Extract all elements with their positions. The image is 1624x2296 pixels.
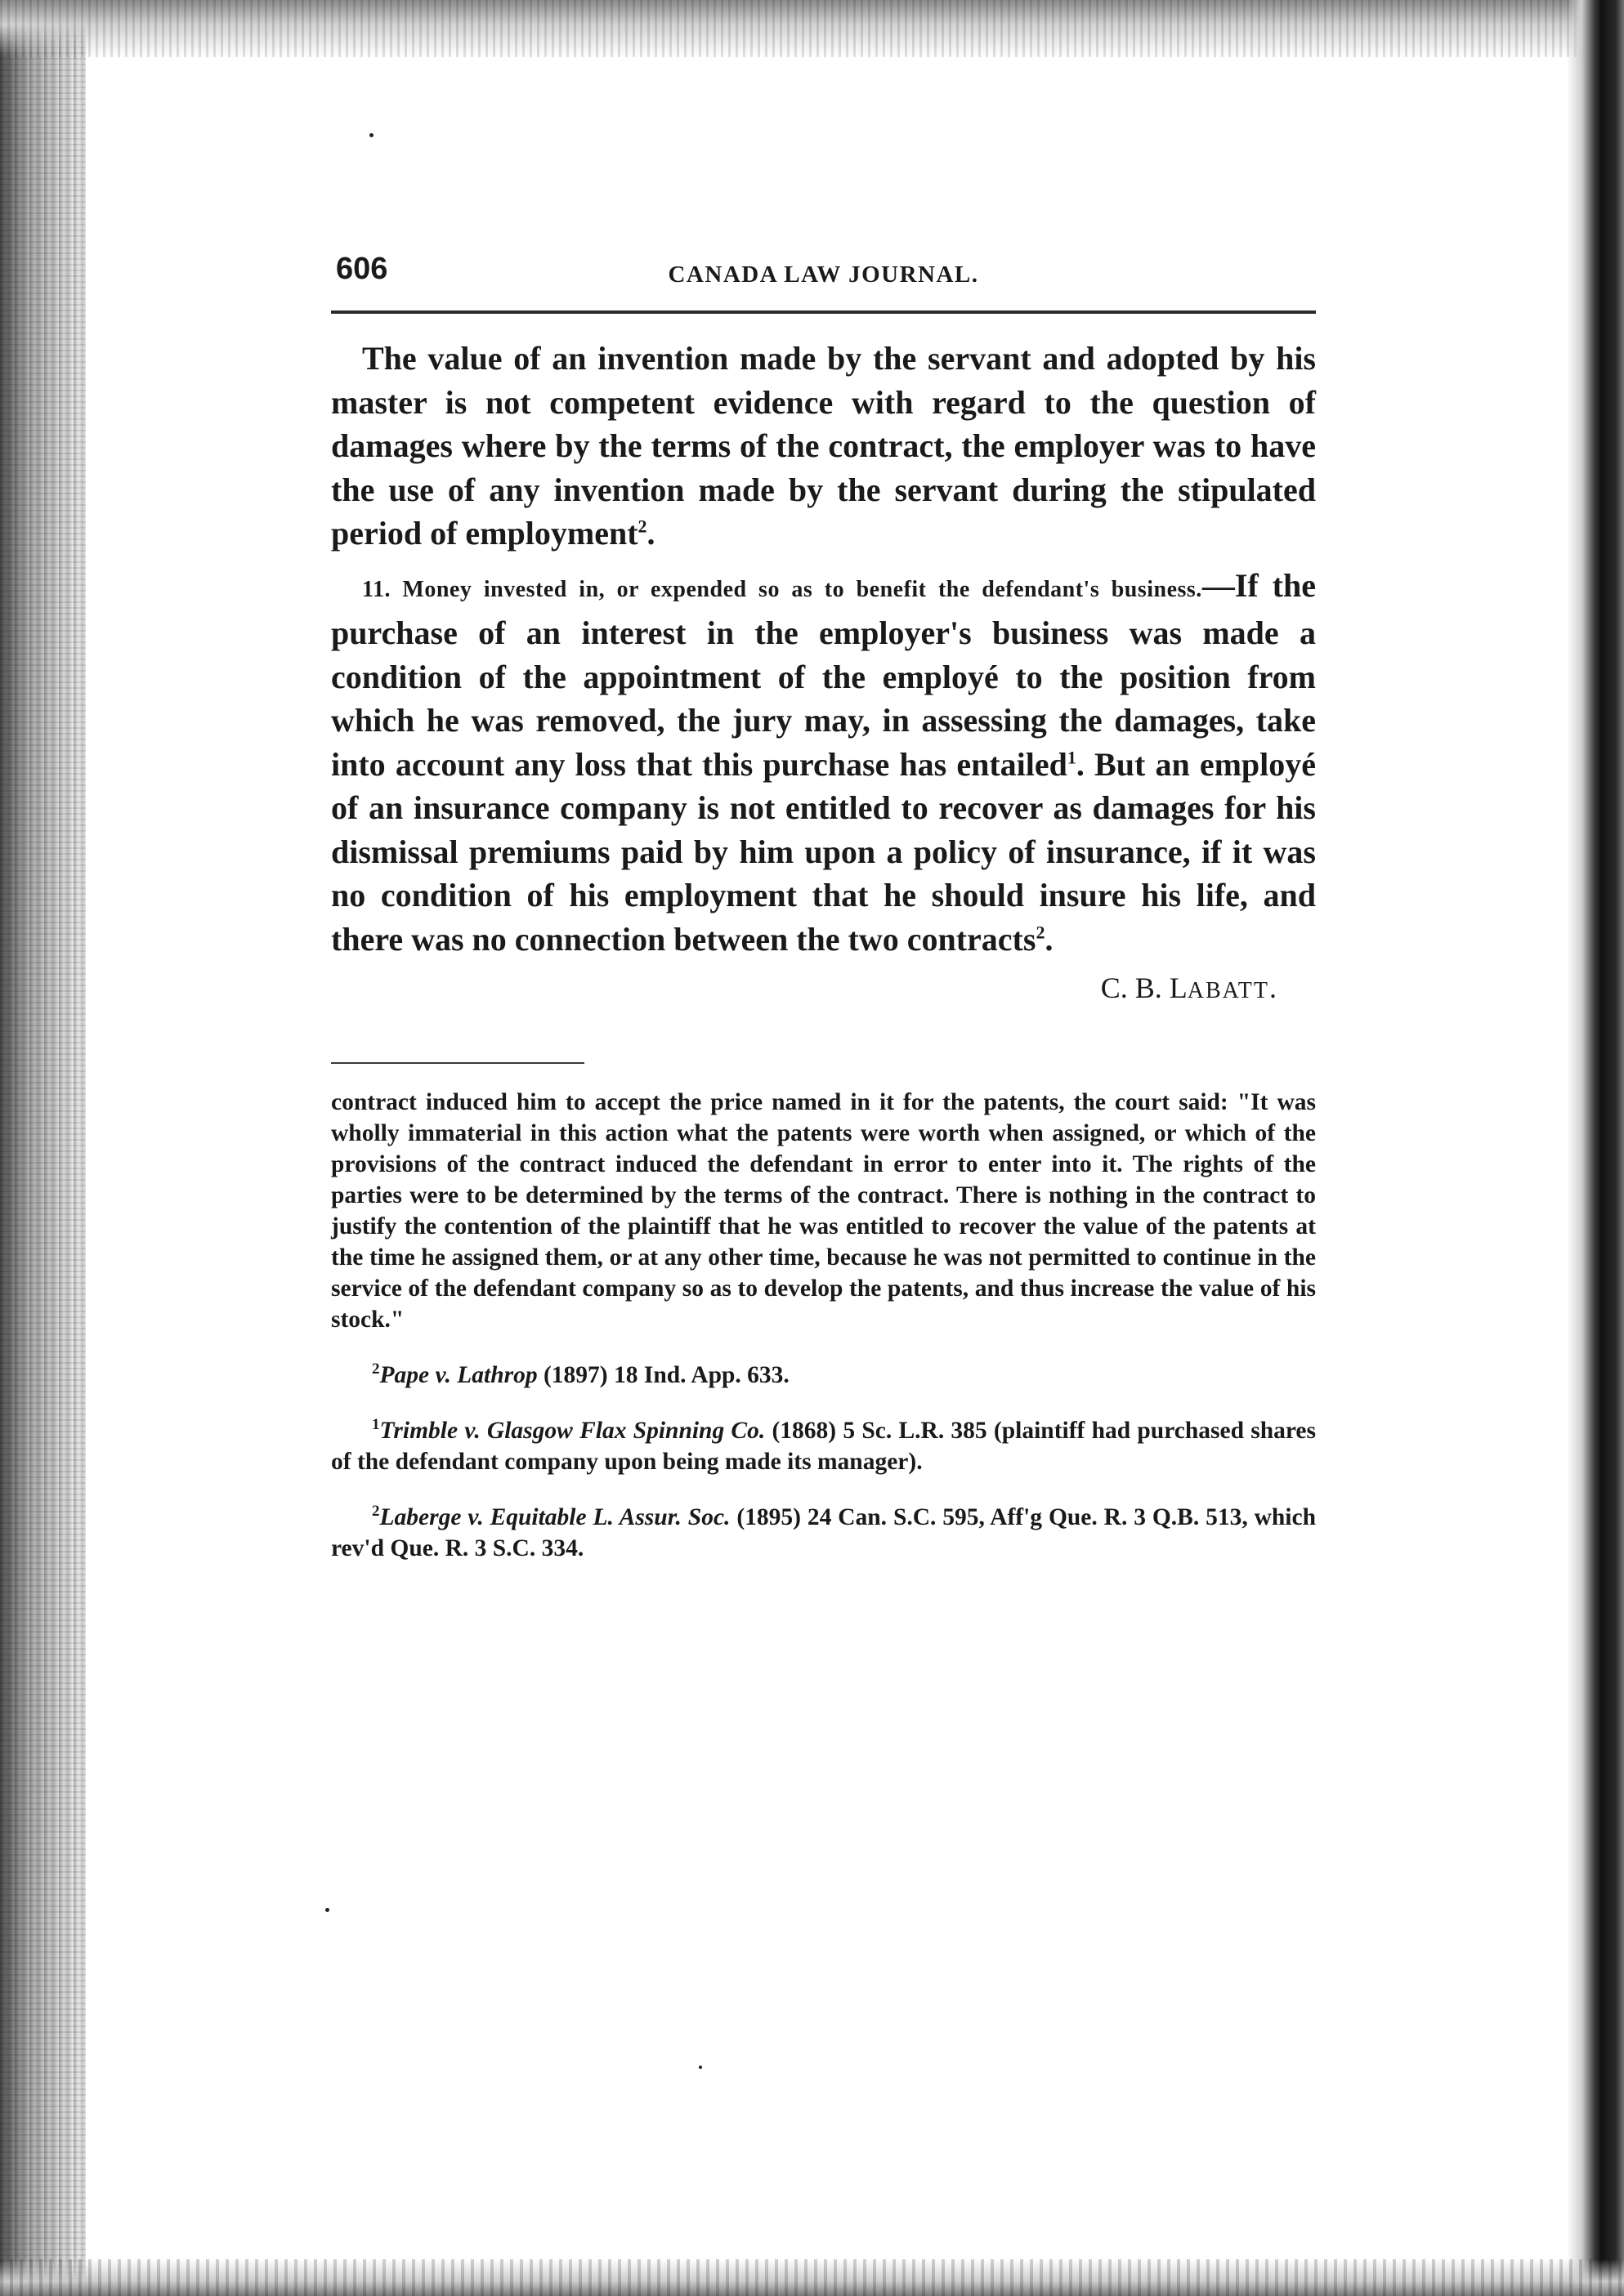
signature-initials: C. B. L xyxy=(1100,972,1188,1004)
scan-top-edge xyxy=(0,0,1624,57)
footnote-mark: 2 xyxy=(372,1360,380,1378)
speck xyxy=(325,1908,329,1912)
paragraph-text: If the purchase of an interest in the employer's business was made a condition of the appointment of the employé to the position from which he was removed, the jury may, in assessing the damages, take into account any loss that this purchase has entailed xyxy=(331,566,1316,783)
scan-bottom-edge xyxy=(0,2259,1624,2296)
section-heading: 11. Money invested in, or expended so as to benefit the defendant's business. xyxy=(362,576,1202,602)
paragraph-invention-value xyxy=(331,337,1316,556)
running-head: CANADA LAW JOURNAL. xyxy=(668,261,979,288)
paragraph-text: The value of an invention made by the servant and adopted by his master is not competent evidence with regard to the question of damages where by the terms of the contract, the employer was to have the use of any invention made by the servant during the stipulated period of employment xyxy=(331,340,1316,552)
footnote-laberge-v-equitable xyxy=(331,1502,1316,1564)
footnote-rule xyxy=(331,1062,584,1064)
case-name: Trimble v. Glasgow Flax Spinning Co. xyxy=(379,1418,766,1444)
case-name: Laberge v. Equitable L. Assur. Soc. xyxy=(379,1504,731,1530)
paragraph-text: . But an employé of an insurance company is not entitled to recover as damages for his dismissal premiums paid by him upon a policy of insurance, if it was no condition of his employment that he should insure his life, and there was no connection between the two contracts xyxy=(331,745,1317,958)
book-page xyxy=(331,237,1316,1564)
footnote-mark: 1 xyxy=(372,1416,380,1434)
footnote-continuation: contract induced him to accept the price named in it for the patents, the court said: "It was wholly immaterial in this action what the patents were worth when assigned, or which of the provisions of the contract induced the defendant in error to enter into it. The rights of the parties were to be determined by the terms of the contract. There is nothing in the contract to justify the contention of the plaintiff that he was entitled to recover the value of the patents at the time he assigned them, or at any other time, because he was not permitted to continue in the service of the defendant company so as to develop the patents, and thus increase the value of his stock." xyxy=(331,1089,1316,1333)
page-number: 606 xyxy=(336,252,388,286)
case-name: Pape v. Lathrop xyxy=(379,1362,538,1388)
case-citation: (1868) 5 Sc. L.R. 385 (plaintiff had purchased shares of the defendant company upon being made its manager). xyxy=(331,1418,1317,1475)
case-citation: (1897) 18 Ind. App. 633. xyxy=(537,1362,790,1388)
paragraph-money-invested xyxy=(331,564,1316,962)
page-header xyxy=(331,237,1316,314)
scan-left-edge xyxy=(0,0,86,2296)
case-citation: (1895) 24 Can. S.C. 595, Aff'g Que. R. 3 Q.B. 513, which rev'd Que. R. 3 S.C. 334. xyxy=(331,1504,1316,1561)
footnote-reference: 2 xyxy=(638,516,647,537)
paragraph-end: . xyxy=(1045,920,1054,958)
speck xyxy=(369,133,374,137)
signature-surname: ABATT xyxy=(1187,978,1269,1003)
speck xyxy=(699,2066,702,2069)
signature-end: . xyxy=(1269,972,1277,1004)
heading-dash: — xyxy=(1201,566,1235,604)
paragraph-end: . xyxy=(646,515,655,552)
footnote-mark: 2 xyxy=(372,1503,380,1521)
scan-right-edge xyxy=(1567,0,1624,2296)
author-signature xyxy=(331,971,1316,1005)
footnote-pape-v-lathrop xyxy=(331,1360,1316,1391)
footnote-reference: 1 xyxy=(1067,747,1076,768)
footnotes xyxy=(331,1087,1316,1564)
footnote-trimble-v-glasgow xyxy=(331,1415,1316,1477)
footnote-reference: 2 xyxy=(1036,922,1045,943)
